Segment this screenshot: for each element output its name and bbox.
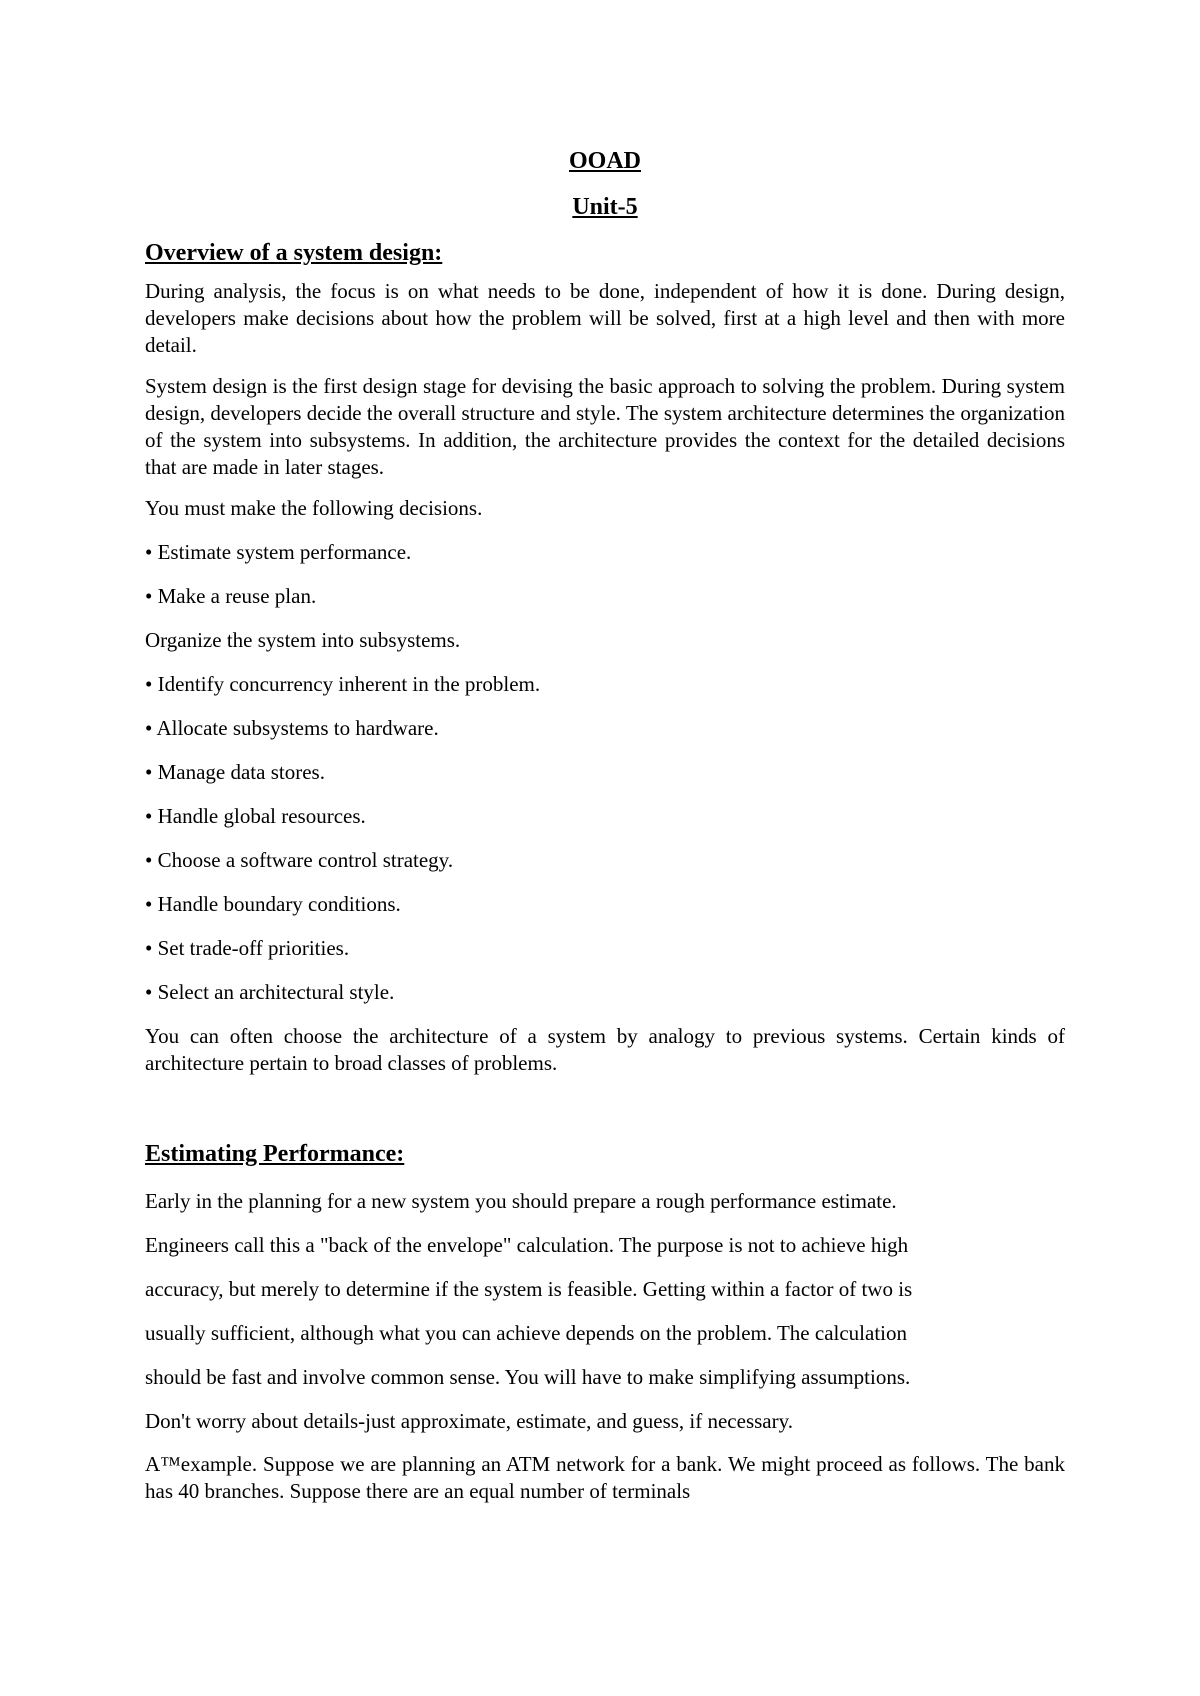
list-item: • Make a reuse plan. [145,584,317,608]
paragraph-system-design: System design is the first design stage for devising the basic approach to solving the problem. During system design, developers decide the overall structure and style. The system architecture determines the organization of the system into subsystems. In addition, the architecture provides the context for the detailed decisions that are made in later stages. [145,374,1065,479]
list-item: • Manage data stores. [145,760,325,784]
list-item: • Choose a software control strategy. [145,848,454,872]
list-item: • Select an architectural style. [145,980,395,1004]
section-heading-performance: Estimating Performance: [145,1141,405,1167]
text-line: should be fast and involve common sense. You will have to make simplifying assumptions. [145,1365,911,1389]
text-line: accuracy, but merely to determine if the system is feasible. Getting within a factor of two is [145,1277,913,1301]
list-item: • Handle boundary conditions. [145,892,401,916]
paragraph-analysis: During analysis, the focus is on what needs to be done, independent of how it is done. During design, developers make decisions about how the problem will be solved, first at a high level and then with more detail. [145,279,1065,357]
decisions-list [145,539,1065,1006]
document-title: OOAD [569,148,641,174]
text-line: Don't worry about details-just approximate, estimate, and guess, if necessary. [145,1409,793,1433]
section-spacer [145,1091,1065,1123]
unit-title: Unit-5 [572,194,638,220]
paragraph-architecture-analogy: You can often choose the architecture of a system by analogy to previous systems. Certain kinds of architecture pertain to broad classes of problems. [145,1024,1065,1075]
list-item: • Handle global resources. [145,804,366,828]
list-item: • Estimate system performance. [145,540,412,564]
text-line: Engineers call this a "back of the envelope" calculation. The purpose is not to achieve high [145,1233,909,1257]
decisions-intro: You must make the following decisions. [145,496,483,520]
performance-paragraph [145,1179,1065,1443]
list-item: Organize the system into subsystems. [145,628,461,652]
text-line: usually sufficient, although what you can achieve depends on the problem. The calculation [145,1321,907,1345]
list-item: • Set trade-off priorities. [145,936,350,960]
paragraph-atm-example: A™example. Suppose we are planning an ATM network for a bank. We might proceed as follows. The bank has 40 branches. Suppose there are an equal number of terminals [145,1452,1065,1503]
list-item: • Identify concurrency inherent in the problem. [145,672,541,696]
list-item: • Allocate subsystems to hardware. [145,716,439,740]
section-heading-system-design: Overview of a system design: [145,240,443,266]
text-line: Early in the planning for a new system you should prepare a rough performance estimate. [145,1189,897,1213]
document-content [145,146,1065,1519]
